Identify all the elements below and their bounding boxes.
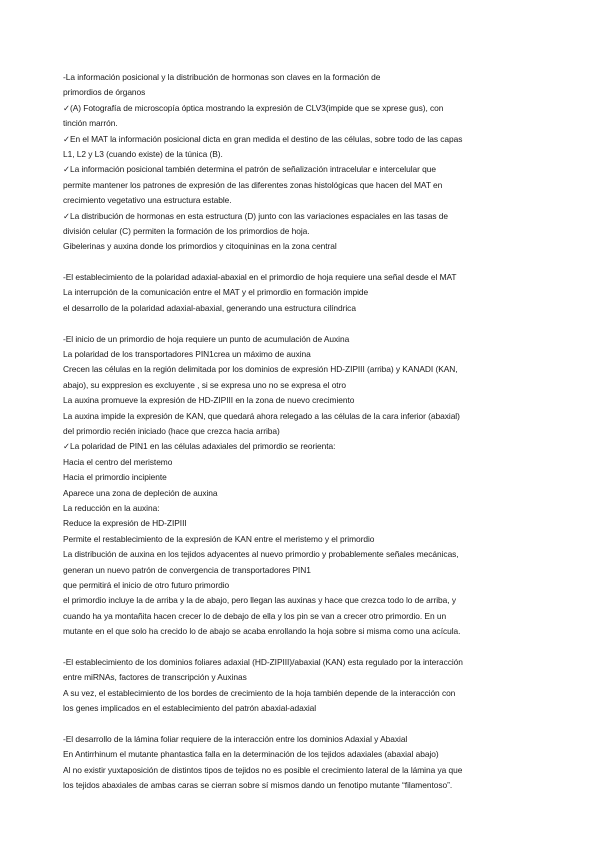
text-line: los tejidos abaxiales de ambas caras se cierran sobre sí mismos dando un fenotipo mutante “filamentoso”. (63, 779, 453, 790)
text-line: ✓La información posicional también determina el patrón de señalización intracelular e intercelular que (63, 164, 436, 175)
text-line: La auxina impide la expresión de KAN, que quedará ahora relegado a las células de la cara inferior (abaxial) (63, 410, 460, 421)
paragraph-block (63, 332, 533, 640)
text-line: L1, L2 y L3 (cuando existe) de la túnica (B). (63, 148, 223, 159)
document-body (63, 70, 533, 793)
text-line: -La información posicional y la distribución de hormonas son claves en la formación de (63, 72, 381, 82)
text-line: -El desarrollo de la lámina foliar requiere de la interacción entre los dominios Adaxial y Abaxial (63, 733, 408, 744)
text-line: Aparece una zona de depleción de auxina (63, 487, 218, 498)
text-line: generan un nuevo patrón de convergencia de transportadores PIN1 (63, 564, 311, 575)
text-line: Hacia el centro del meristemo (63, 456, 173, 467)
text-line: -El establecimiento de la polaridad adaxial-abaxial en el primordio de hoja requiere una señal desde el MAT (63, 272, 457, 283)
text-line: los genes implicados en el establecimiento del patrón abaxial-adaxial (63, 703, 317, 714)
paragraph-spacer (63, 316, 533, 331)
text-line: -El establecimiento de los dominios foliares adaxial (HD-ZIPIII)/abaxial (KAN) esta regulado por la interacción (63, 656, 463, 667)
text-line: La auxina promueve la expresión de HD-ZIPIII en la zona de nuevo crecimiento (63, 395, 355, 406)
text-line: ✓La distribución de hormonas en esta estructura (D) junto con las variaciones espaciales en las tasas de (63, 210, 448, 221)
paragraph-block (63, 270, 533, 316)
text-line: A su vez, el establecimiento de los bordes de crecimiento de la hoja también depende de la interacción con (63, 687, 456, 698)
text-line: Permite el restablecimiento de la expresión de KAN entre el meristemo y el primordio (63, 533, 375, 544)
text-line: La polaridad de los transportadores PIN1crea un máximo de auxina (63, 349, 311, 360)
text-line: tinción marrón. (63, 118, 118, 129)
text-line: ✓(A) Fotografía de microscopía óptica mostrando la expresión de CLV3(impide que se xprese gus), con (63, 102, 444, 113)
paragraph-spacer (63, 255, 533, 270)
paragraph-spacer (63, 716, 533, 731)
paragraph-block (63, 70, 533, 255)
text-line: el primordio incluye la de arriba y la de abajo, pero llegan las auxinas y hace que crezca todo lo de arriba, y (63, 595, 456, 606)
text-line: Crecen las células en la región delimitada por los dominios de expresión HD-ZIPIII (arriba) y KANADI (KAN, (63, 364, 458, 375)
text-line: -El inicio de un primordio de hoja requiere un punto de acumulación de Auxina (63, 333, 350, 344)
text-line: que permitirá el inicio de otro futuro primordio (63, 579, 230, 590)
text-line: Al no existir yuxtaposición de distintos tipos de tejidos no es posible el crecimiento lateral de la lámina ya que (63, 764, 463, 775)
text-line: división celular (C) permiten la formación de los primordios de hoja. (63, 225, 310, 236)
text-line: ✓En el MAT la información posicional dicta en gran medida el destino de las células, sobre todo de las capas (63, 133, 463, 144)
text-line: La distribución de auxina en los tejidos adyacentes al nuevo primordio y probablemente señales mecánicas, (63, 549, 459, 560)
text-line: Hacia el primordio incipiente (63, 472, 167, 483)
text-line: entre miRNAs, factores de transcripción y Auxinas (63, 672, 247, 683)
text-line: crecimiento vegetativo una estructura estable. (63, 195, 232, 206)
text-line: el desarrollo de la polaridad adaxial-abaxial, generando una estructura cilíndrica (63, 302, 356, 313)
text-line: mutante en el que solo ha crecido lo de abajo se acaba enrollando la hoja sobre si misma como una acícula. (63, 626, 461, 637)
paragraph-block (63, 655, 533, 717)
text-line: primordios de órganos (63, 87, 146, 98)
text-line: cuando ha ya montañita hacen crecer lo de debajo de ella y los pin se van a crecer otro primordio. En un (63, 610, 447, 621)
text-line: En Antirrhinum el mutante phantastica falla en la determinación de los tejidos adaxiales (abaxial abajo) (63, 749, 439, 760)
text-line: permite mantener los patrones de expresión de las diferentes zonas histológicas que hacen del MAT en (63, 179, 443, 190)
paragraph-block (63, 732, 533, 794)
text-line: Gibelerinas y auxina donde los primordios y citoquininas en la zona central (63, 241, 337, 252)
text-line: Reduce la expresión de HD-ZIPIII (63, 518, 187, 529)
text-line: del primordio recién iniciado (hace que crezca hacia arriba) (63, 425, 280, 436)
paragraph-spacer (63, 639, 533, 654)
text-line: ✓La polaridad de PIN1 en las células adaxiales del primordio se reorienta: (63, 441, 336, 452)
text-line: La reducción en la auxina: (63, 502, 160, 513)
text-line: La interrupción de la comunicación entre el MAT y el primordio en formación impide (63, 287, 369, 298)
text-line: abajo), su exppresion es excluyente , si se expresa uno no se expresa el otro (63, 379, 346, 390)
